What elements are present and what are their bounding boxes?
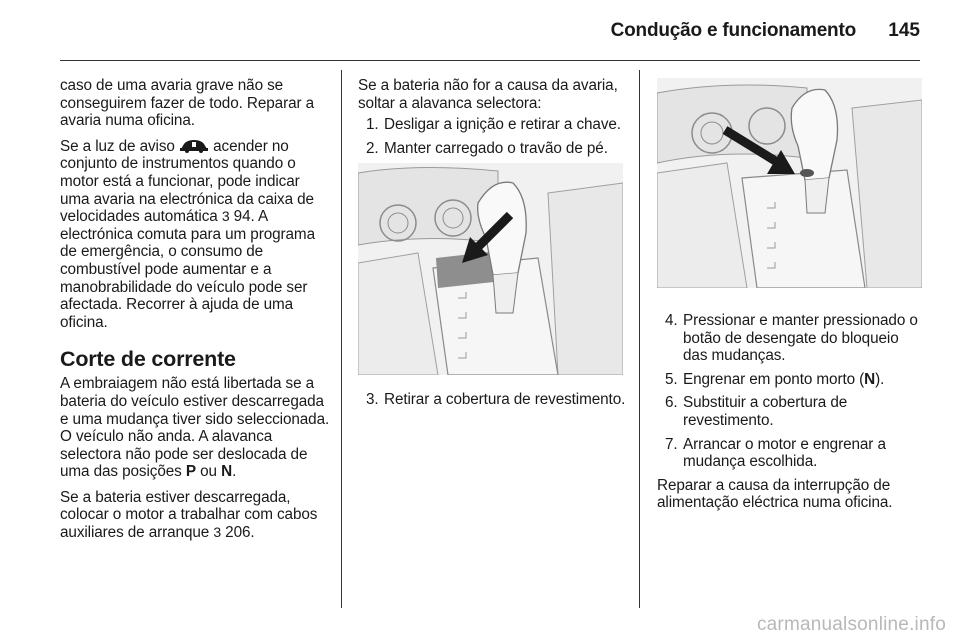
column-divider-left [341, 70, 342, 608]
step-number: 6. [665, 394, 678, 412]
position-n: N [221, 463, 233, 481]
gear-lever-cover-drawing [358, 163, 623, 375]
step-number: 3. [366, 391, 379, 409]
gear-lever-release-drawing [657, 78, 922, 288]
step-number: 2. [366, 139, 379, 157]
paragraph-closing: Reparar a causa da interrupção de alimentação eléctrica numa oficina. [657, 476, 893, 512]
list-item [358, 391, 628, 409]
column-1 [60, 77, 330, 550]
step-text: Arrancar o motor e engrenar a mudança escolhida. [683, 435, 886, 471]
position-n: N [864, 370, 876, 388]
list-item [657, 371, 927, 389]
watermark: carmanualsonline.info [756, 614, 946, 635]
warning-text-body: acender no conjunto de instrumentos quando o motor está a funcionar, pode indicar uma avaria na electrónica da caixa de velocidades automática [60, 137, 314, 226]
list-item [358, 116, 628, 134]
steps-list-c [657, 312, 927, 471]
step-text: Pressionar e manter pressionado o botão de desengate do bloqueio das mudanças. [683, 312, 918, 365]
step-number: 4. [665, 312, 678, 329]
page-reference-arrow: 3 [213, 524, 222, 541]
list-item [657, 436, 927, 471]
steps-list-a [358, 116, 628, 157]
paragraph-jump-start [60, 489, 330, 542]
car-warning-icon [179, 139, 209, 153]
power-cut-text: A embraiagem não está libertada se a bateria do veículo estiver descarregada e uma mudança tiver sido seleccionada. O veículo não anda. A alavanca selectora não pode ser deslocada de uma das posições [60, 375, 330, 481]
steps-list-b [358, 391, 628, 409]
page-reference-206[interactable]: 206 [225, 524, 251, 542]
page-number: 145 [888, 20, 920, 41]
paragraph-failure: caso de uma avaria grave não se conseguirem fazer de todo. Reparar a avaria numa oficina. [60, 77, 315, 130]
or-text: ou [200, 463, 217, 481]
list-item [358, 140, 628, 158]
list-item [657, 394, 927, 429]
illustration-cover-removal [358, 163, 623, 375]
step-text-end: ). [875, 370, 885, 388]
illustration-lock-release [657, 78, 922, 288]
page-reference-94[interactable]: 94 [233, 208, 251, 226]
step-number: 5. [665, 370, 678, 388]
warning-text-end: . A electrónica comuta para um programa de emergência, o consumo de combustível pode aumentar e a manobrabilidade do veículo pode ser afectada. Recorrer à ajuda de uma oficina. [60, 208, 315, 331]
power-cut-end: . [232, 463, 237, 481]
paragraph-intro: Se a bateria não for a causa da avaria, soltar a alavanca selectora: [358, 77, 618, 112]
warning-text-start: Se a luz de aviso [60, 137, 175, 155]
list-item [657, 312, 927, 365]
step-text: Desligar a ignição e retirar a chave. [384, 116, 621, 134]
step-number: 7. [665, 435, 678, 453]
step-text: Substituir a cobertura de revestimento. [683, 394, 848, 429]
paragraph-power-cut [60, 375, 330, 481]
jump-start-text: Se a bateria estiver descarregada, colocar o motor a trabalhar com cabos auxiliares de arranque [60, 488, 318, 542]
step-text: Engrenar em ponto morto ( [683, 370, 865, 388]
header-rule [60, 60, 920, 61]
page-reference-arrow: 3 [221, 208, 230, 225]
column-3 [657, 78, 927, 520]
column-divider-right [639, 70, 640, 608]
paragraph-warning-light [60, 138, 330, 332]
step-number: 1. [366, 116, 379, 134]
page-header-title: Condução e funcionamento [610, 20, 856, 41]
position-p: P [185, 463, 196, 481]
jump-start-end: . [250, 524, 255, 542]
column-2 [358, 77, 628, 415]
step-text: Retirar a cobertura de revestimento. [384, 391, 626, 409]
step-text: Manter carregado o travão de pé. [384, 139, 608, 157]
section-heading: Corte de corrente [60, 347, 236, 372]
